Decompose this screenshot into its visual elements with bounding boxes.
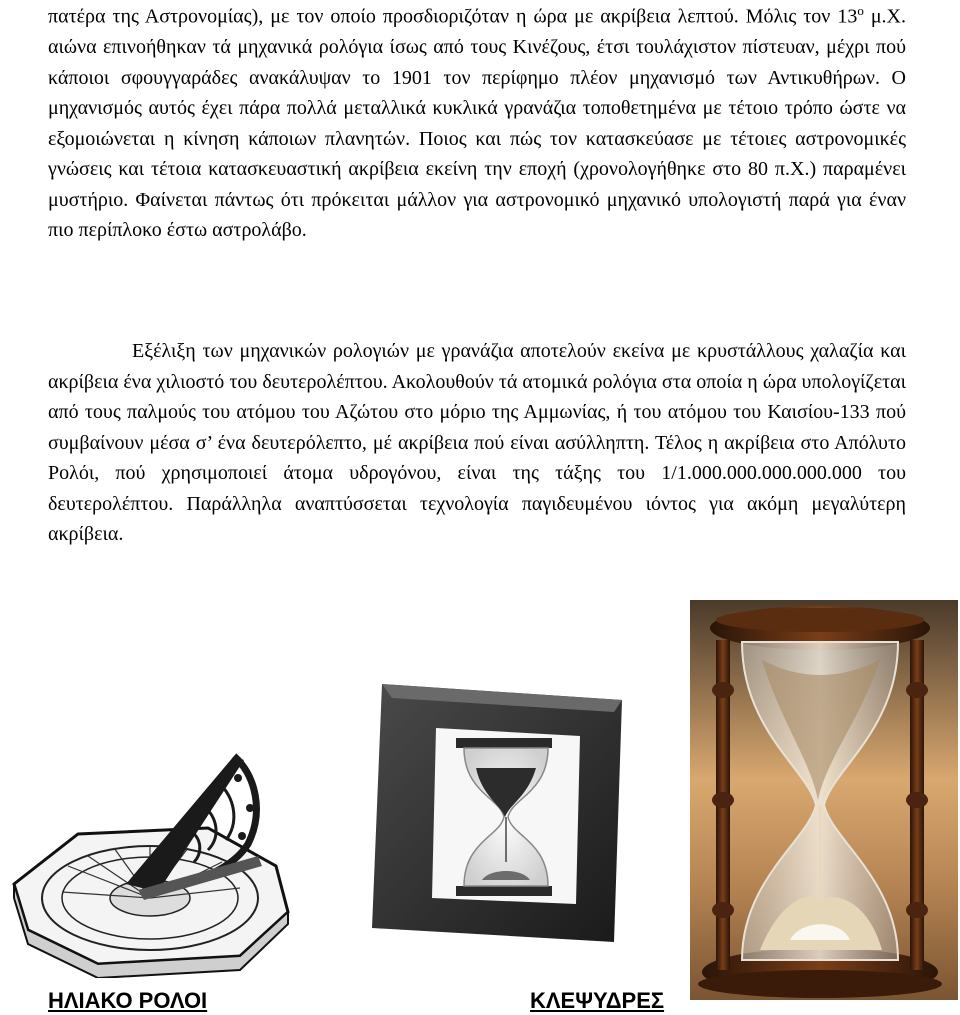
- paragraph-antikythera: [48, 0, 906, 246]
- caption-hourglasses: ΚΛΕΨΥΔΡΕΣ: [530, 988, 665, 1013]
- paragraph-text-start: πατέρα της Αστρονομίας), με τον οποίο προσδιοριζόταν η ώρα με ακρίβεια λεπτού. Μόλις τον 13: [48, 5, 858, 28]
- hourglass-box-photo-icon: [352, 672, 642, 952]
- paragraph-modern-clocks: Εξέλιξη των μηχανικών ρολογιών με γρανάζια αποτελούν εκείνα με κρυστάλλους χαλαζία και ακρίβεια ένα χιλιοστό του δευτερολέπτου. Ακολουθούν τά ατομικά ρολόγια στα οποία η ώρα υπολογίζεται από τους παλμούς του ατόμου του Αζώτου στο μόριο της Αμμωνίας, ή του ατόμου του Καισίου-133 πού συμβαίνουν μέσα σ’ ένα δευτερόλεπτο, μέ ακρίβεια πού είναι ασύλληπτη. Τέλος η ακρίβεια στο Απόλυτο Ρολόι, πού χρησιμοποιεί άτομα υδρογόνου, είναι της τάξης του 1/1.000.000.000.000.000 του δευτερολέπτου. Παράλληλα αναπτύσσεται τεχνολογία παγιδευμένου ιόντος για ακόμη μεγαλύτερη ακρίβεια.: [48, 340, 906, 545]
- paragraph-text-rest: μ.Χ. αιώνα επινοήθηκαν τά μηχανικά ρολόγια ίσως από τους Κινέζους, έτσι τουλάχιστον πίστευαν, μέχρι πού κάποιοι σφουγγαράδες ανακάλυψαν το 1901 τον περίφημο πλέον μηχανισμό των Αντικυθήρων. Ο μηχανισμός αυτός έχει πάρα πολλά μεταλλικά κυκλικά γρανάζια τοποθετημένα με τέτοιο τρόπο ώστε να εξομοιώνεται η κίνηση κάποιων πλανητών. Ποιος και πώς τον κατασκεύασε με τέτοιες αστρονομικές γνώσεις και τέτοια κατασκευαστική ακρίβεια εκείνη την εποχή (χρονολογήθηκε στο 80 π.Χ.) παραμένει μυστήριο. Φαίνεται πάντως ότι πρόκειται μάλλον για αστρονομικό μηχανικό υπολογιστή παρά για έναν πιο περίπλοκο έστω αστρολάβο.: [48, 5, 906, 242]
- hourglass-sand-photo-icon: [690, 600, 958, 1000]
- caption-sundial: ΗΛΙΑΚΟ ΡΟΛΟΙ: [48, 988, 208, 1013]
- sundial-illustration-icon: [8, 716, 304, 978]
- ordinal-superscript: ο: [857, 3, 864, 18]
